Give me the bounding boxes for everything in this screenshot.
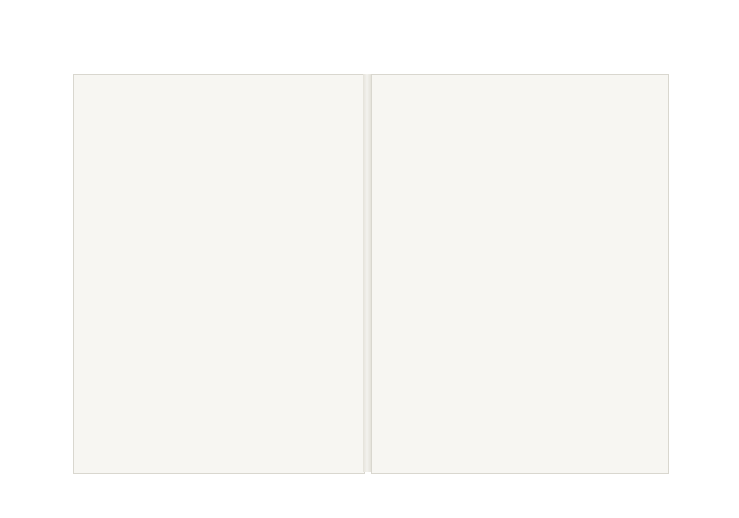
right-page [371, 74, 669, 474]
right-page-body [390, 97, 644, 457]
gutter [363, 74, 371, 472]
left-page [73, 74, 365, 474]
left-page-body [102, 97, 348, 457]
